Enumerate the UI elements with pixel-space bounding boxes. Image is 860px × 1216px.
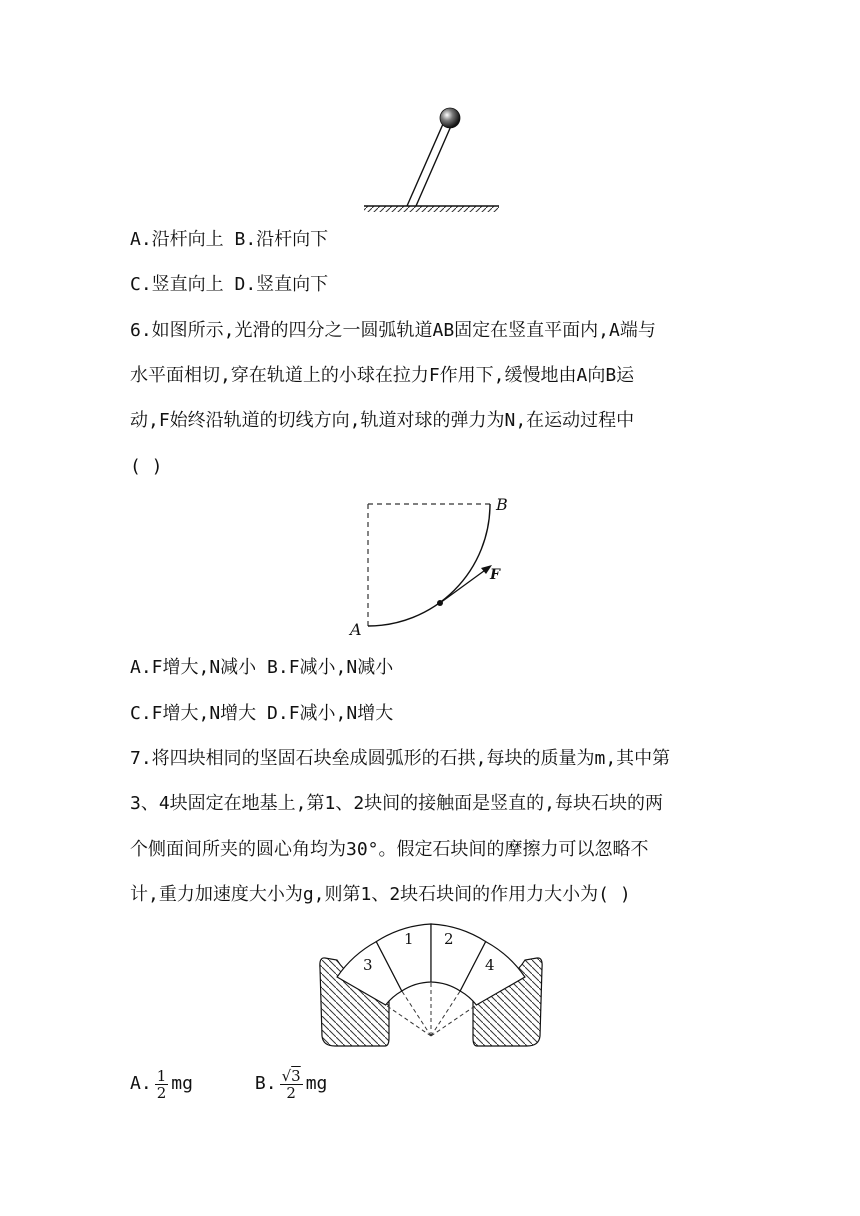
q6-stem-line2: 水平面相切,穿在轨道上的小球在拉力F作用下,缓慢地由A向B运 (130, 365, 635, 386)
rod-right (416, 126, 451, 206)
q7-stem-line1: 7.将四块相同的坚固石块垒成圆弧形的石拱,每块的质量为m,其中第 (130, 748, 671, 769)
q7-optB-suffix: mg (305, 1073, 328, 1094)
q7-stem-line3: 个侧面间所夹的圆心角均为30°。假定石块间的摩擦力可以忽略不 (130, 839, 649, 860)
rod-left (407, 124, 443, 206)
q6-stem-line3: 动,F始终沿轨道的切线方向,轨道对球的弹力为N,在运动过程中 (130, 410, 635, 431)
q6-options-line2: C.F增大,N增大 D.F减小,N增大 (130, 703, 394, 724)
label-block-2: 2 (444, 930, 454, 948)
q7-optA-fraction (155, 1068, 169, 1101)
arc-track (368, 504, 490, 626)
q6-stem-line1: 6.如图所示,光滑的四分之一圆弧轨道AB固定在竖直平面内,A端与 (130, 320, 656, 341)
q7-optA-suffix: mg (171, 1073, 193, 1094)
q7-optA-numerator: 1 (156, 1066, 167, 1085)
label-F: F (490, 567, 500, 583)
q7-optB-numerator (280, 1068, 303, 1085)
label-A: A (350, 620, 362, 639)
force-arrow (440, 568, 488, 603)
label-block-3: 3 (363, 956, 373, 974)
q7-optB-fraction (280, 1068, 303, 1101)
ground-hatch (364, 206, 499, 212)
rod-ball-figure (360, 100, 505, 216)
q7-optA-prefix: A. (130, 1073, 152, 1094)
stone-arch-figure (315, 918, 547, 1050)
ball (440, 108, 460, 128)
quarter-arc-figure (340, 488, 520, 640)
q7-optB-root-sign: √ (281, 1066, 292, 1085)
q7-optB-denominator: 2 (286, 1083, 296, 1102)
q7-options (130, 1066, 327, 1102)
q6-options-line1: A.F增大,N减小 B.F减小,N减小 (130, 657, 394, 678)
q7-stem-line2: 3、4块固定在地基上,第1、2块间的接触面是竖直的,每块石块的两 (130, 793, 664, 814)
q5-options-line1: A.沿杆向上 B.沿杆向下 (130, 229, 329, 250)
label-block-1: 1 (404, 930, 414, 948)
q7-optB-radicand: 3 (291, 1066, 301, 1085)
q6-answer-bracket: ( ) (130, 456, 163, 477)
label-block-4: 4 (485, 956, 495, 974)
q7-optA-denominator: 2 (156, 1083, 167, 1102)
q7-stem-line4: 计,重力加速度大小为g,则第1、2块石块间的作用力大小为( ) (130, 884, 631, 905)
q5-options-line2: C.竖直向上 D.竖直向下 (130, 274, 329, 295)
q7-optB-prefix: B. (254, 1073, 277, 1094)
label-B: B (496, 495, 508, 514)
